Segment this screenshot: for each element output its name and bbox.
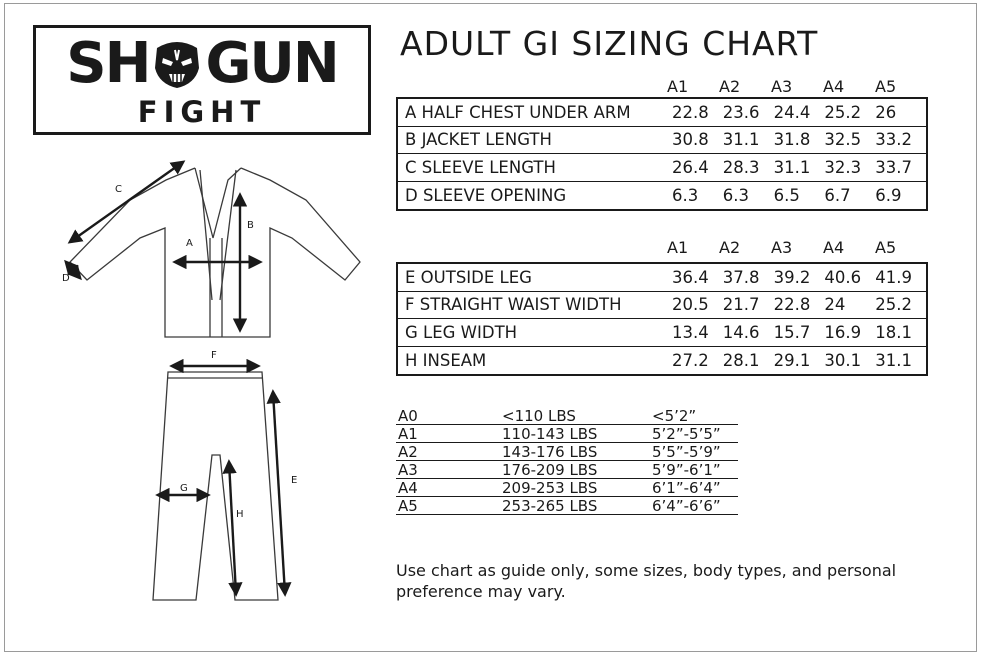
label-g: G	[180, 483, 188, 494]
label-e: E	[291, 475, 298, 486]
table-row: D SLEEVE OPENING 6.3 6.3 6.5 6.7 6.9	[405, 185, 902, 205]
arrow-c	[70, 162, 183, 242]
pants-size-header: A1 A2 A3 A4 A5	[667, 238, 897, 257]
table-row: A1 110-143 LBS 5’2”-5’5”	[396, 425, 738, 443]
table-row: A5 253-265 LBS 6’4”-6’6”	[396, 497, 738, 515]
pants-outline	[153, 372, 278, 600]
disclaimer-note: Use chart as guide only, some sizes, body types, and personal preference may vary.	[396, 561, 897, 601]
table-row: A HALF CHEST UNDER ARM 22.8 23.6 24.4 25.2 26	[398, 99, 926, 127]
table-row: F STRAIGHT WAIST WIDTH 20.5 21.7 22.8 24 25.2	[398, 292, 926, 320]
table-row: H INSEAM 27.2 28.1 29.1 30.1 31.1	[405, 350, 912, 370]
page-title: ADULT GI SIZING CHART	[400, 24, 819, 63]
jacket-size-table	[396, 97, 928, 211]
label-c: C	[115, 184, 122, 195]
label-a: A	[186, 238, 193, 249]
logo-subtitle: FIGHT	[137, 95, 267, 129]
table-row: A4 209-253 LBS 6’1”-6’4”	[396, 479, 738, 497]
table-row: A2 143-176 LBS 5’5”-5’9”	[396, 443, 738, 461]
pants-size-table	[396, 262, 928, 376]
table-row: E OUTSIDE LEG 36.4 37.8 39.2 40.6 41.9	[398, 264, 926, 292]
label-h: H	[236, 509, 244, 520]
table-row: G LEG WIDTH 13.4 14.6 15.7 16.9 18.1	[398, 319, 926, 347]
table-row: C SLEEVE LENGTH 26.4 28.3 31.1 32.3 33.7	[398, 154, 926, 182]
logo-wordmark: SH GUN	[66, 31, 338, 96]
jacket-outline	[70, 168, 360, 337]
arrow-e	[273, 392, 285, 594]
weight-height-table	[396, 407, 738, 515]
label-b: B	[247, 220, 254, 231]
table-row: A0 <110 LBS <5’2”	[396, 407, 738, 425]
table-row: A3 176-209 LBS 5’9”-6’1”	[396, 461, 738, 479]
table-row: B JACKET LENGTH 30.8 31.1 31.8 32.5 33.2	[398, 127, 926, 155]
gi-measurement-diagram	[0, 0, 400, 657]
label-d: D	[62, 273, 70, 284]
jacket-size-header: A1 A2 A3 A4 A5	[667, 77, 897, 96]
label-f: F	[211, 350, 217, 361]
